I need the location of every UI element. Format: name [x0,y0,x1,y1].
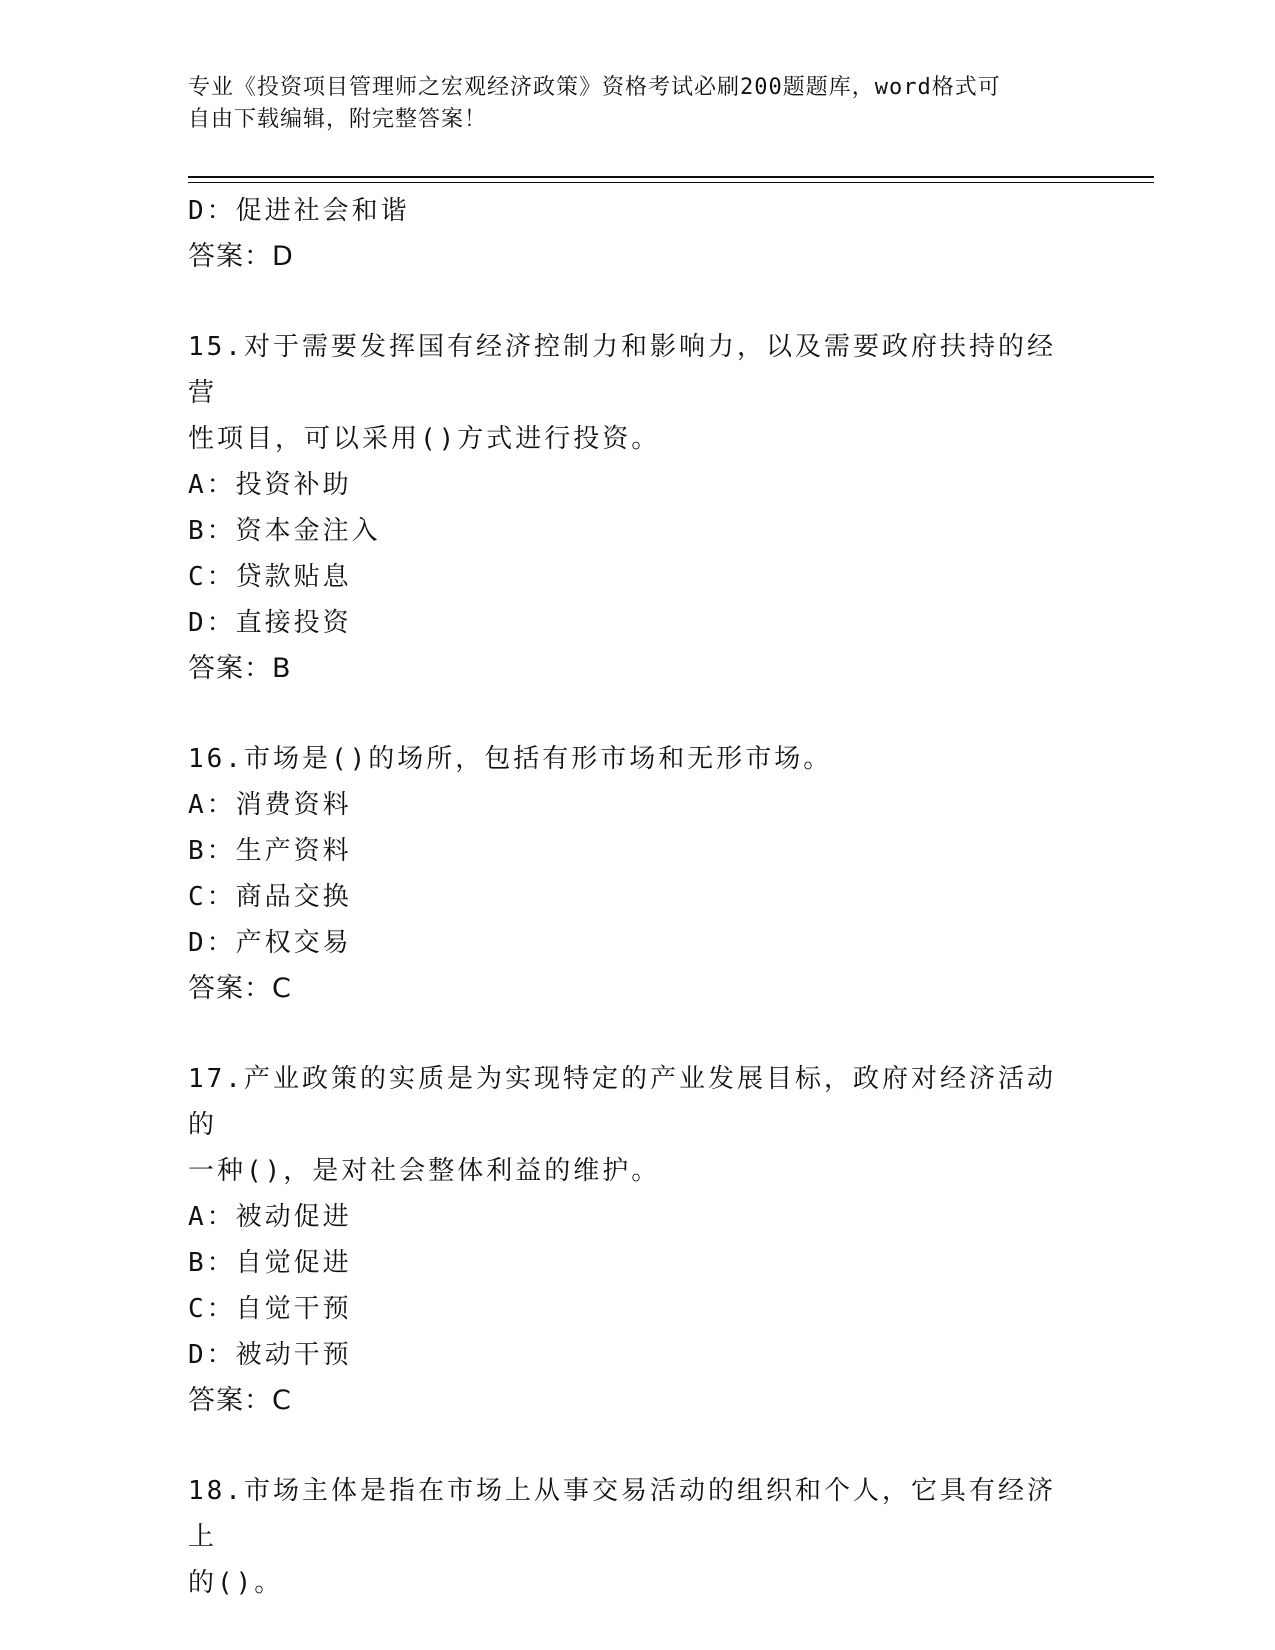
question-list [188,188,1088,1606]
question-text-line-1: 17.产业政策的实质是为实现特定的产业发展目标，政府对经济活动的 [188,1064,1056,1140]
question-text [188,736,1068,782]
question-text-line-1: 15.对于需要发挥国有经济控制力和影响力，以及需要政府扶持的经营 [188,332,1056,408]
option-c: C：贷款贴息 [188,562,352,592]
option-d: D：直接投资 [188,608,352,638]
option-b: B：自觉促进 [188,1248,352,1278]
question-18 [188,1468,1088,1606]
answer-line: 答案：B [188,653,292,684]
option-a: A：被动促进 [188,1202,352,1232]
header-line-2: 自由下载编辑，附完整答案！ [188,107,488,132]
option-a: A：投资补助 [188,470,352,500]
question-text-line-1: 18.市场主体是指在市场上从事交易活动的组织和个人，它具有经济上 [188,1476,1056,1552]
option-b: B：生产资料 [188,836,352,866]
answer-line: 答案：C [188,1385,292,1416]
answer-line: 答案：C [188,973,292,1004]
header-divider-thin [188,182,1154,183]
option-d: D：促进社会和谐 [188,196,410,226]
question-17 [188,1056,1088,1424]
option-c: C：自觉干预 [188,1294,352,1324]
answer-line: 答案：D [188,241,294,272]
option-d: D：被动干预 [188,1340,352,1370]
previous-question-tail [188,188,1088,280]
question-text [188,1468,1068,1606]
question-text-line-1: 16.市场是()的场所，包括有形市场和无形市场。 [188,744,833,774]
option-b: B：资本金注入 [188,516,381,546]
question-text [188,1056,1068,1194]
option-c: C：商品交换 [188,882,352,912]
option-a: A：消费资料 [188,790,352,820]
question-16 [188,736,1088,1012]
question-text-line-2: 的()。 [188,1568,284,1598]
header-divider-thick [188,176,1154,178]
question-text-line-2: 一种()，是对社会整体利益的维护。 [188,1156,661,1186]
question-text-line-2: 性项目，可以采用()方式进行投资。 [188,424,661,454]
header-line-1: 专业《投资项目管理师之宏观经济政策》资格考试必刷200题题库，word格式可 [188,75,1001,100]
option-d: D：产权交易 [188,928,352,958]
question-text [188,324,1068,462]
question-15 [188,324,1088,692]
document-header [188,72,1068,136]
